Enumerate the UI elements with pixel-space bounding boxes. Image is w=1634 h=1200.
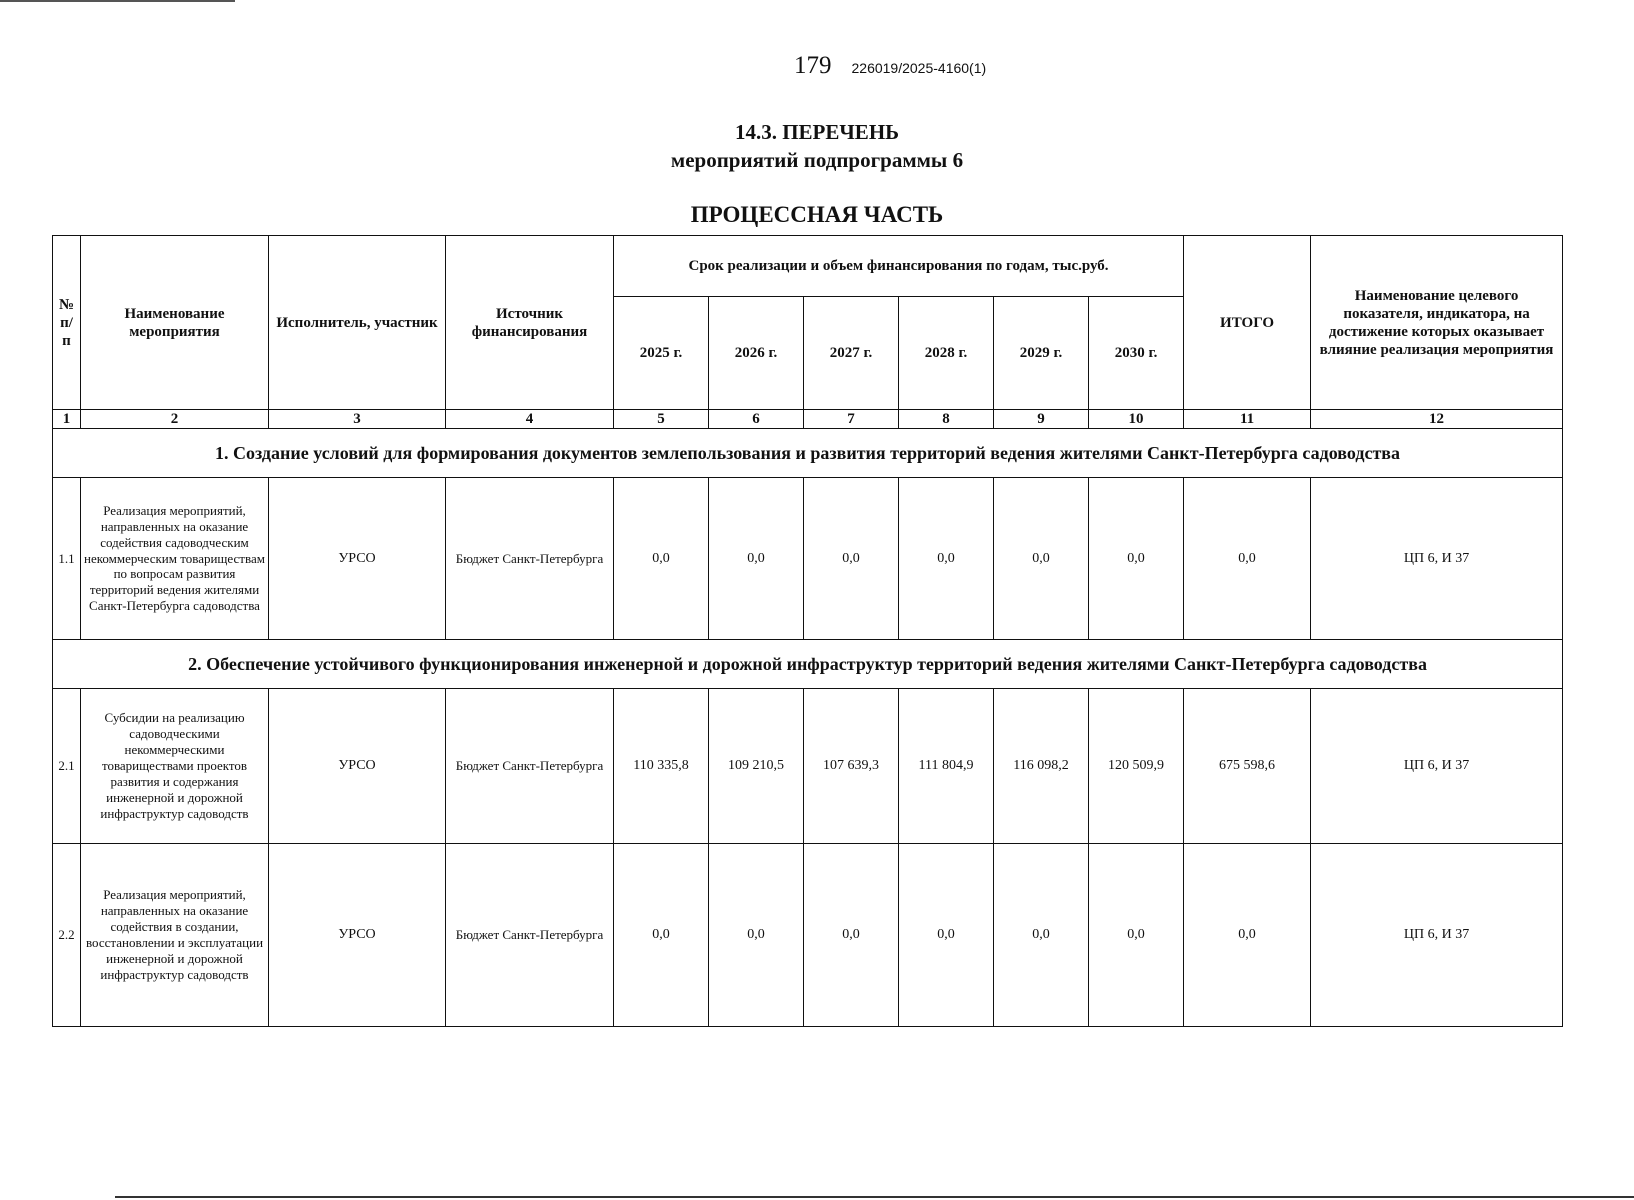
measures-table (52, 235, 1563, 1027)
year-value: 110 335,8 (614, 689, 709, 844)
row-number: 2.2 (53, 844, 81, 1027)
document-registration-number: 226019/2025-4160(1) (851, 60, 987, 76)
header-year: 2029 г. (994, 297, 1089, 410)
column-number: 3 (269, 410, 446, 429)
column-number: 7 (804, 410, 899, 429)
column-number: 4 (446, 410, 614, 429)
year-value: 107 639,3 (804, 689, 899, 844)
header-year: 2028 г. (899, 297, 994, 410)
indicator: ЦП 6, И 37 (1311, 844, 1563, 1027)
executor: УРСО (269, 689, 446, 844)
year-value: 0,0 (804, 844, 899, 1027)
year-value: 0,0 (899, 844, 994, 1027)
column-number: 1 (53, 410, 81, 429)
column-number: 11 (1184, 410, 1311, 429)
column-number: 6 (709, 410, 804, 429)
header-executor: Исполнитель, участник (269, 236, 446, 410)
section-heading: ПРОЦЕССНАЯ ЧАСТЬ (690, 202, 944, 227)
column-number: 8 (899, 410, 994, 429)
year-value: 0,0 (709, 478, 804, 640)
table-row (53, 689, 1563, 844)
header-no: № п/п (53, 236, 81, 410)
row-number: 2.1 (53, 689, 81, 844)
section-row (53, 640, 1563, 689)
column-number-row (53, 410, 1563, 429)
year-value: 0,0 (614, 844, 709, 1027)
page-number: 179 (794, 52, 832, 79)
funding-source: Бюджет Санкт-Петербурга (446, 844, 614, 1027)
measure-name: Реализация мероприятий, направленных на оказание содействия в создании, восстановлении и эксплуатации инженерной и дорожной инфраструктур садоводств (81, 844, 269, 1027)
indicator: ЦП 6, И 37 (1311, 478, 1563, 640)
header-period: Срок реализации и объем финансирования по годам, тыс.руб. (614, 236, 1184, 297)
header-year: 2027 г. (804, 297, 899, 410)
document-title: 14.3. ПЕРЕЧЕНЬ (734, 120, 900, 144)
column-number: 2 (81, 410, 269, 429)
column-number: 5 (614, 410, 709, 429)
total-value: 0,0 (1184, 478, 1311, 640)
total-value: 0,0 (1184, 844, 1311, 1027)
column-number: 9 (994, 410, 1089, 429)
year-value: 0,0 (994, 844, 1089, 1027)
table-row (53, 478, 1563, 640)
column-number: 12 (1311, 410, 1563, 429)
year-value: 109 210,5 (709, 689, 804, 844)
page-header (794, 52, 986, 80)
header-year: 2030 г. (1089, 297, 1184, 410)
header-source: Источник финансирования (446, 236, 614, 410)
document-subtitle: мероприятий подпрограммы 6 (670, 148, 964, 172)
table-row (53, 844, 1563, 1027)
scan-edge-line-top (0, 0, 235, 2)
header-total: ИТОГО (1184, 236, 1311, 410)
year-value: 0,0 (994, 478, 1089, 640)
funding-source: Бюджет Санкт-Петербурга (446, 689, 614, 844)
section-row (53, 429, 1563, 478)
year-value: 120 509,9 (1089, 689, 1184, 844)
executor: УРСО (269, 844, 446, 1027)
measure-name: Субсидии на реализацию садоводческими некоммерческими товариществами проектов развития и содержания инженерной и дорожной инфраструктур садоводств (81, 689, 269, 844)
header-year: 2025 г. (614, 297, 709, 410)
table-header-row (53, 236, 1563, 297)
year-value: 116 098,2 (994, 689, 1089, 844)
year-value: 0,0 (1089, 478, 1184, 640)
section-title: 1. Создание условий для формирования документов землепользования и развития территорий ведения жителями Санкт-Петербурга садоводства (53, 429, 1563, 478)
executor: УРСО (269, 478, 446, 640)
year-value: 0,0 (1089, 844, 1184, 1027)
column-number: 10 (1089, 410, 1184, 429)
header-name: Наименование мероприятия (81, 236, 269, 410)
year-value: 0,0 (709, 844, 804, 1027)
measure-name: Реализация мероприятий, направленных на оказание содействия садоводческим некоммерческим товариществам по вопросам развития территорий ведения жителями Санкт-Петербурга садоводства (81, 478, 269, 640)
year-value: 111 804,9 (899, 689, 994, 844)
indicator: ЦП 6, И 37 (1311, 689, 1563, 844)
funding-source: Бюджет Санкт-Петербурга (446, 478, 614, 640)
year-value: 0,0 (614, 478, 709, 640)
scan-edge-line-bottom (115, 1196, 1634, 1198)
header-year: 2026 г. (709, 297, 804, 410)
row-number: 1.1 (53, 478, 81, 640)
section-title: 2. Обеспечение устойчивого функционирования инженерной и дорожной инфраструктур территорий ведения жителями Санкт-Петербурга садоводства (53, 640, 1563, 689)
year-value: 0,0 (804, 478, 899, 640)
year-value: 0,0 (899, 478, 994, 640)
header-indicator: Наименование целевого показателя, индикатора, на достижение которых оказывает влияние реализация мероприятия (1311, 236, 1563, 410)
total-value: 675 598,6 (1184, 689, 1311, 844)
